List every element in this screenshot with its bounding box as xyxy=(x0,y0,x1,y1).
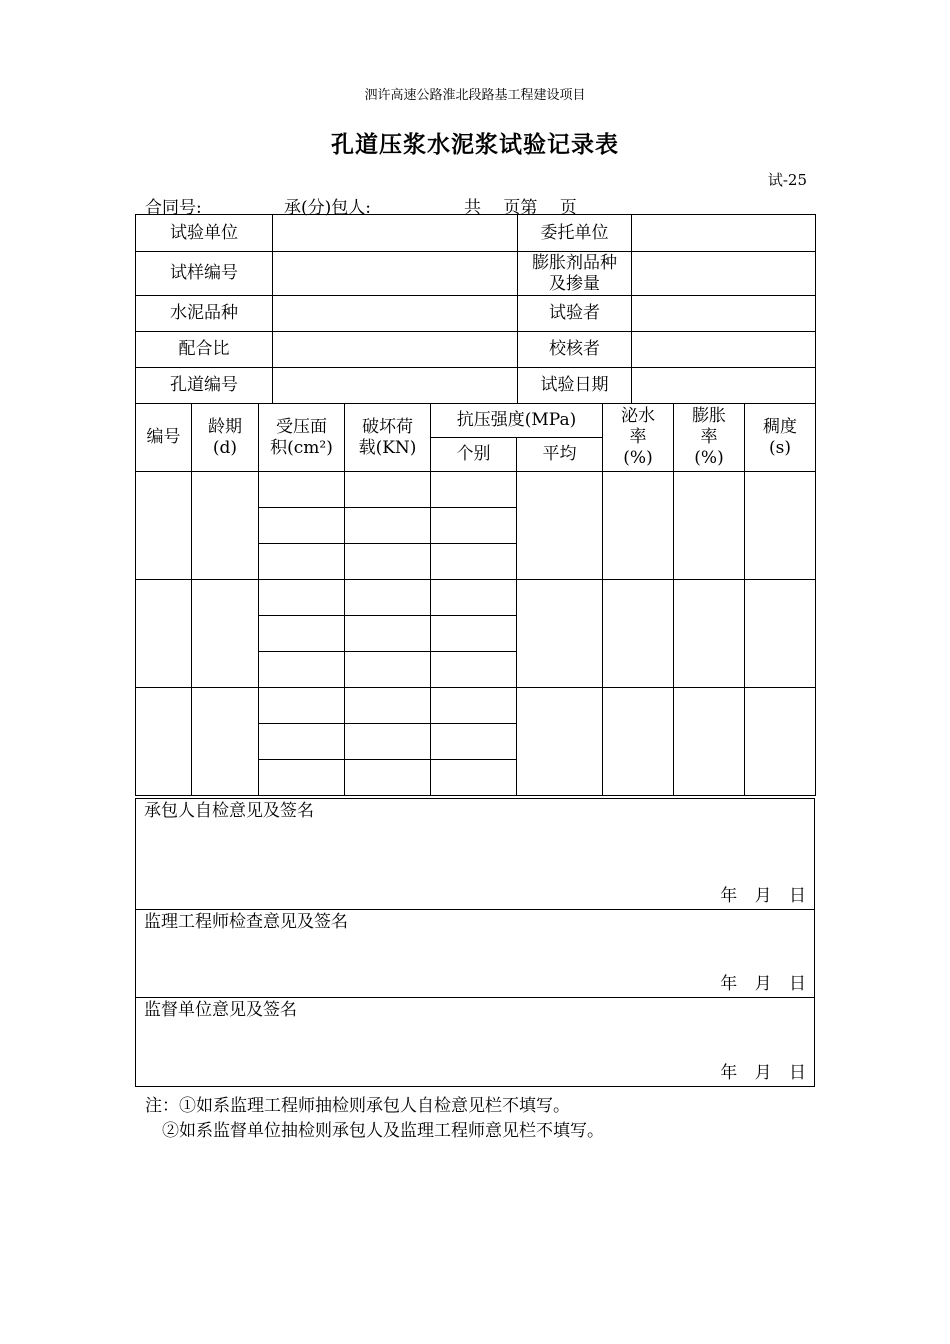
info-row xyxy=(136,215,816,252)
cell-load[interactable] xyxy=(345,760,431,796)
header-no: 编号 xyxy=(136,404,192,472)
cell-area[interactable] xyxy=(259,724,345,760)
signature-cell[interactable] xyxy=(136,998,815,1087)
cell-average[interactable] xyxy=(517,472,603,580)
cell-expansion[interactable] xyxy=(674,580,745,688)
cell-individual[interactable] xyxy=(431,760,517,796)
cell-individual[interactable] xyxy=(431,652,517,688)
header-expansion: 膨胀率(%) xyxy=(674,404,745,472)
info-label: 委托单位 xyxy=(518,215,632,252)
cell-bleeding[interactable] xyxy=(603,472,674,580)
info-row xyxy=(136,252,816,296)
header-load: 破坏荷载(KN) xyxy=(345,404,431,472)
info-value-cell[interactable] xyxy=(632,368,816,404)
page-label: 共 页第 页 xyxy=(464,198,577,218)
signature-date: 年 月 日 xyxy=(720,886,806,906)
cell-consistency[interactable] xyxy=(745,472,816,580)
signature-date: 年 月 日 xyxy=(720,974,806,994)
info-value-cell[interactable] xyxy=(273,332,518,368)
test-data-table xyxy=(135,403,816,796)
cell-individual[interactable] xyxy=(431,724,517,760)
info-label: 试样编号 xyxy=(136,252,273,296)
header-area: 受压面积(cm²) xyxy=(259,404,345,472)
info-value-cell[interactable] xyxy=(632,215,816,252)
info-label: 水泥品种 xyxy=(136,296,273,332)
contract-label: 合同号: xyxy=(145,198,202,218)
signature-label: 承包人自检意见及签名 xyxy=(144,801,314,821)
info-label: 试验者 xyxy=(518,296,632,332)
cell-area[interactable] xyxy=(259,508,345,544)
info-value-cell[interactable] xyxy=(273,368,518,404)
signature-row xyxy=(136,799,815,910)
data-row xyxy=(136,580,816,616)
header-consistency: 稠度(s) xyxy=(745,404,816,472)
signature-label: 监理工程师检查意见及签名 xyxy=(144,912,348,932)
contractor-label: 承(分)包人: xyxy=(284,198,371,218)
info-label: 试验日期 xyxy=(518,368,632,404)
header-bleeding: 泌水率(%) xyxy=(603,404,674,472)
cell-average[interactable] xyxy=(517,688,603,796)
signature-label: 监督单位意见及签名 xyxy=(144,1000,297,1020)
info-table xyxy=(135,214,816,404)
header-average: 平均 xyxy=(517,438,603,472)
cell-bleeding[interactable] xyxy=(603,580,674,688)
cell-area[interactable] xyxy=(259,472,345,508)
info-label: 校核者 xyxy=(518,332,632,368)
cell-area[interactable] xyxy=(259,688,345,724)
info-value-cell[interactable] xyxy=(632,252,816,296)
page-title: 孔道压浆水泥浆试验记录表 xyxy=(331,131,619,158)
info-value-cell[interactable] xyxy=(273,252,518,296)
cell-no[interactable] xyxy=(136,580,192,688)
cell-load[interactable] xyxy=(345,688,431,724)
header-strength: 抗压强度(MPa) xyxy=(431,404,603,438)
info-value-cell[interactable] xyxy=(632,296,816,332)
cell-individual[interactable] xyxy=(431,616,517,652)
note-line: 注：①如系监理工程师抽检则承包人自检意见栏不填写。 xyxy=(145,1096,570,1116)
cell-expansion[interactable] xyxy=(674,472,745,580)
cell-expansion[interactable] xyxy=(674,688,745,796)
project-name: 泗许高速公路淮北段路基工程建设项目 xyxy=(364,88,586,103)
cell-individual[interactable] xyxy=(431,544,517,580)
info-value-cell[interactable] xyxy=(632,332,816,368)
signature-cell[interactable] xyxy=(136,910,815,998)
cell-load[interactable] xyxy=(345,472,431,508)
info-row xyxy=(136,296,816,332)
signature-table xyxy=(135,798,815,1087)
cell-individual[interactable] xyxy=(431,688,517,724)
cell-age[interactable] xyxy=(192,580,259,688)
cell-area[interactable] xyxy=(259,616,345,652)
cell-age[interactable] xyxy=(192,688,259,796)
signature-date: 年 月 日 xyxy=(720,1063,806,1083)
note-line: ②如系监督单位抽检则承包人及监理工程师意见栏不填写。 xyxy=(162,1121,604,1141)
cell-area[interactable] xyxy=(259,580,345,616)
cell-no[interactable] xyxy=(136,472,192,580)
cell-load[interactable] xyxy=(345,652,431,688)
cell-no[interactable] xyxy=(136,688,192,796)
header-individual: 个别 xyxy=(431,438,517,472)
cell-area[interactable] xyxy=(259,544,345,580)
cell-consistency[interactable] xyxy=(745,580,816,688)
cell-individual[interactable] xyxy=(431,580,517,616)
cell-average[interactable] xyxy=(517,580,603,688)
info-row xyxy=(136,332,816,368)
info-value-cell[interactable] xyxy=(273,215,518,252)
info-label: 膨胀剂品种及掺量 xyxy=(518,252,632,296)
cell-age[interactable] xyxy=(192,472,259,580)
cell-load[interactable] xyxy=(345,616,431,652)
signature-cell[interactable] xyxy=(136,799,815,910)
cell-load[interactable] xyxy=(345,580,431,616)
cell-consistency[interactable] xyxy=(745,688,816,796)
info-value-cell[interactable] xyxy=(273,296,518,332)
cell-load[interactable] xyxy=(345,724,431,760)
cell-load[interactable] xyxy=(345,544,431,580)
cell-bleeding[interactable] xyxy=(603,688,674,796)
info-label: 试验单位 xyxy=(136,215,273,252)
data-row xyxy=(136,688,816,724)
signature-row xyxy=(136,910,815,998)
data-row xyxy=(136,472,816,508)
header-row xyxy=(136,404,816,438)
cell-area[interactable] xyxy=(259,760,345,796)
cell-individual[interactable] xyxy=(431,472,517,508)
signature-row xyxy=(136,998,815,1087)
header-age: 龄期(d) xyxy=(192,404,259,472)
form-number: 试-25 xyxy=(767,171,807,189)
info-label: 孔道编号 xyxy=(136,368,273,404)
cell-area[interactable] xyxy=(259,652,345,688)
info-label: 配合比 xyxy=(136,332,273,368)
cell-individual[interactable] xyxy=(431,508,517,544)
info-row xyxy=(136,368,816,404)
cell-load[interactable] xyxy=(345,508,431,544)
